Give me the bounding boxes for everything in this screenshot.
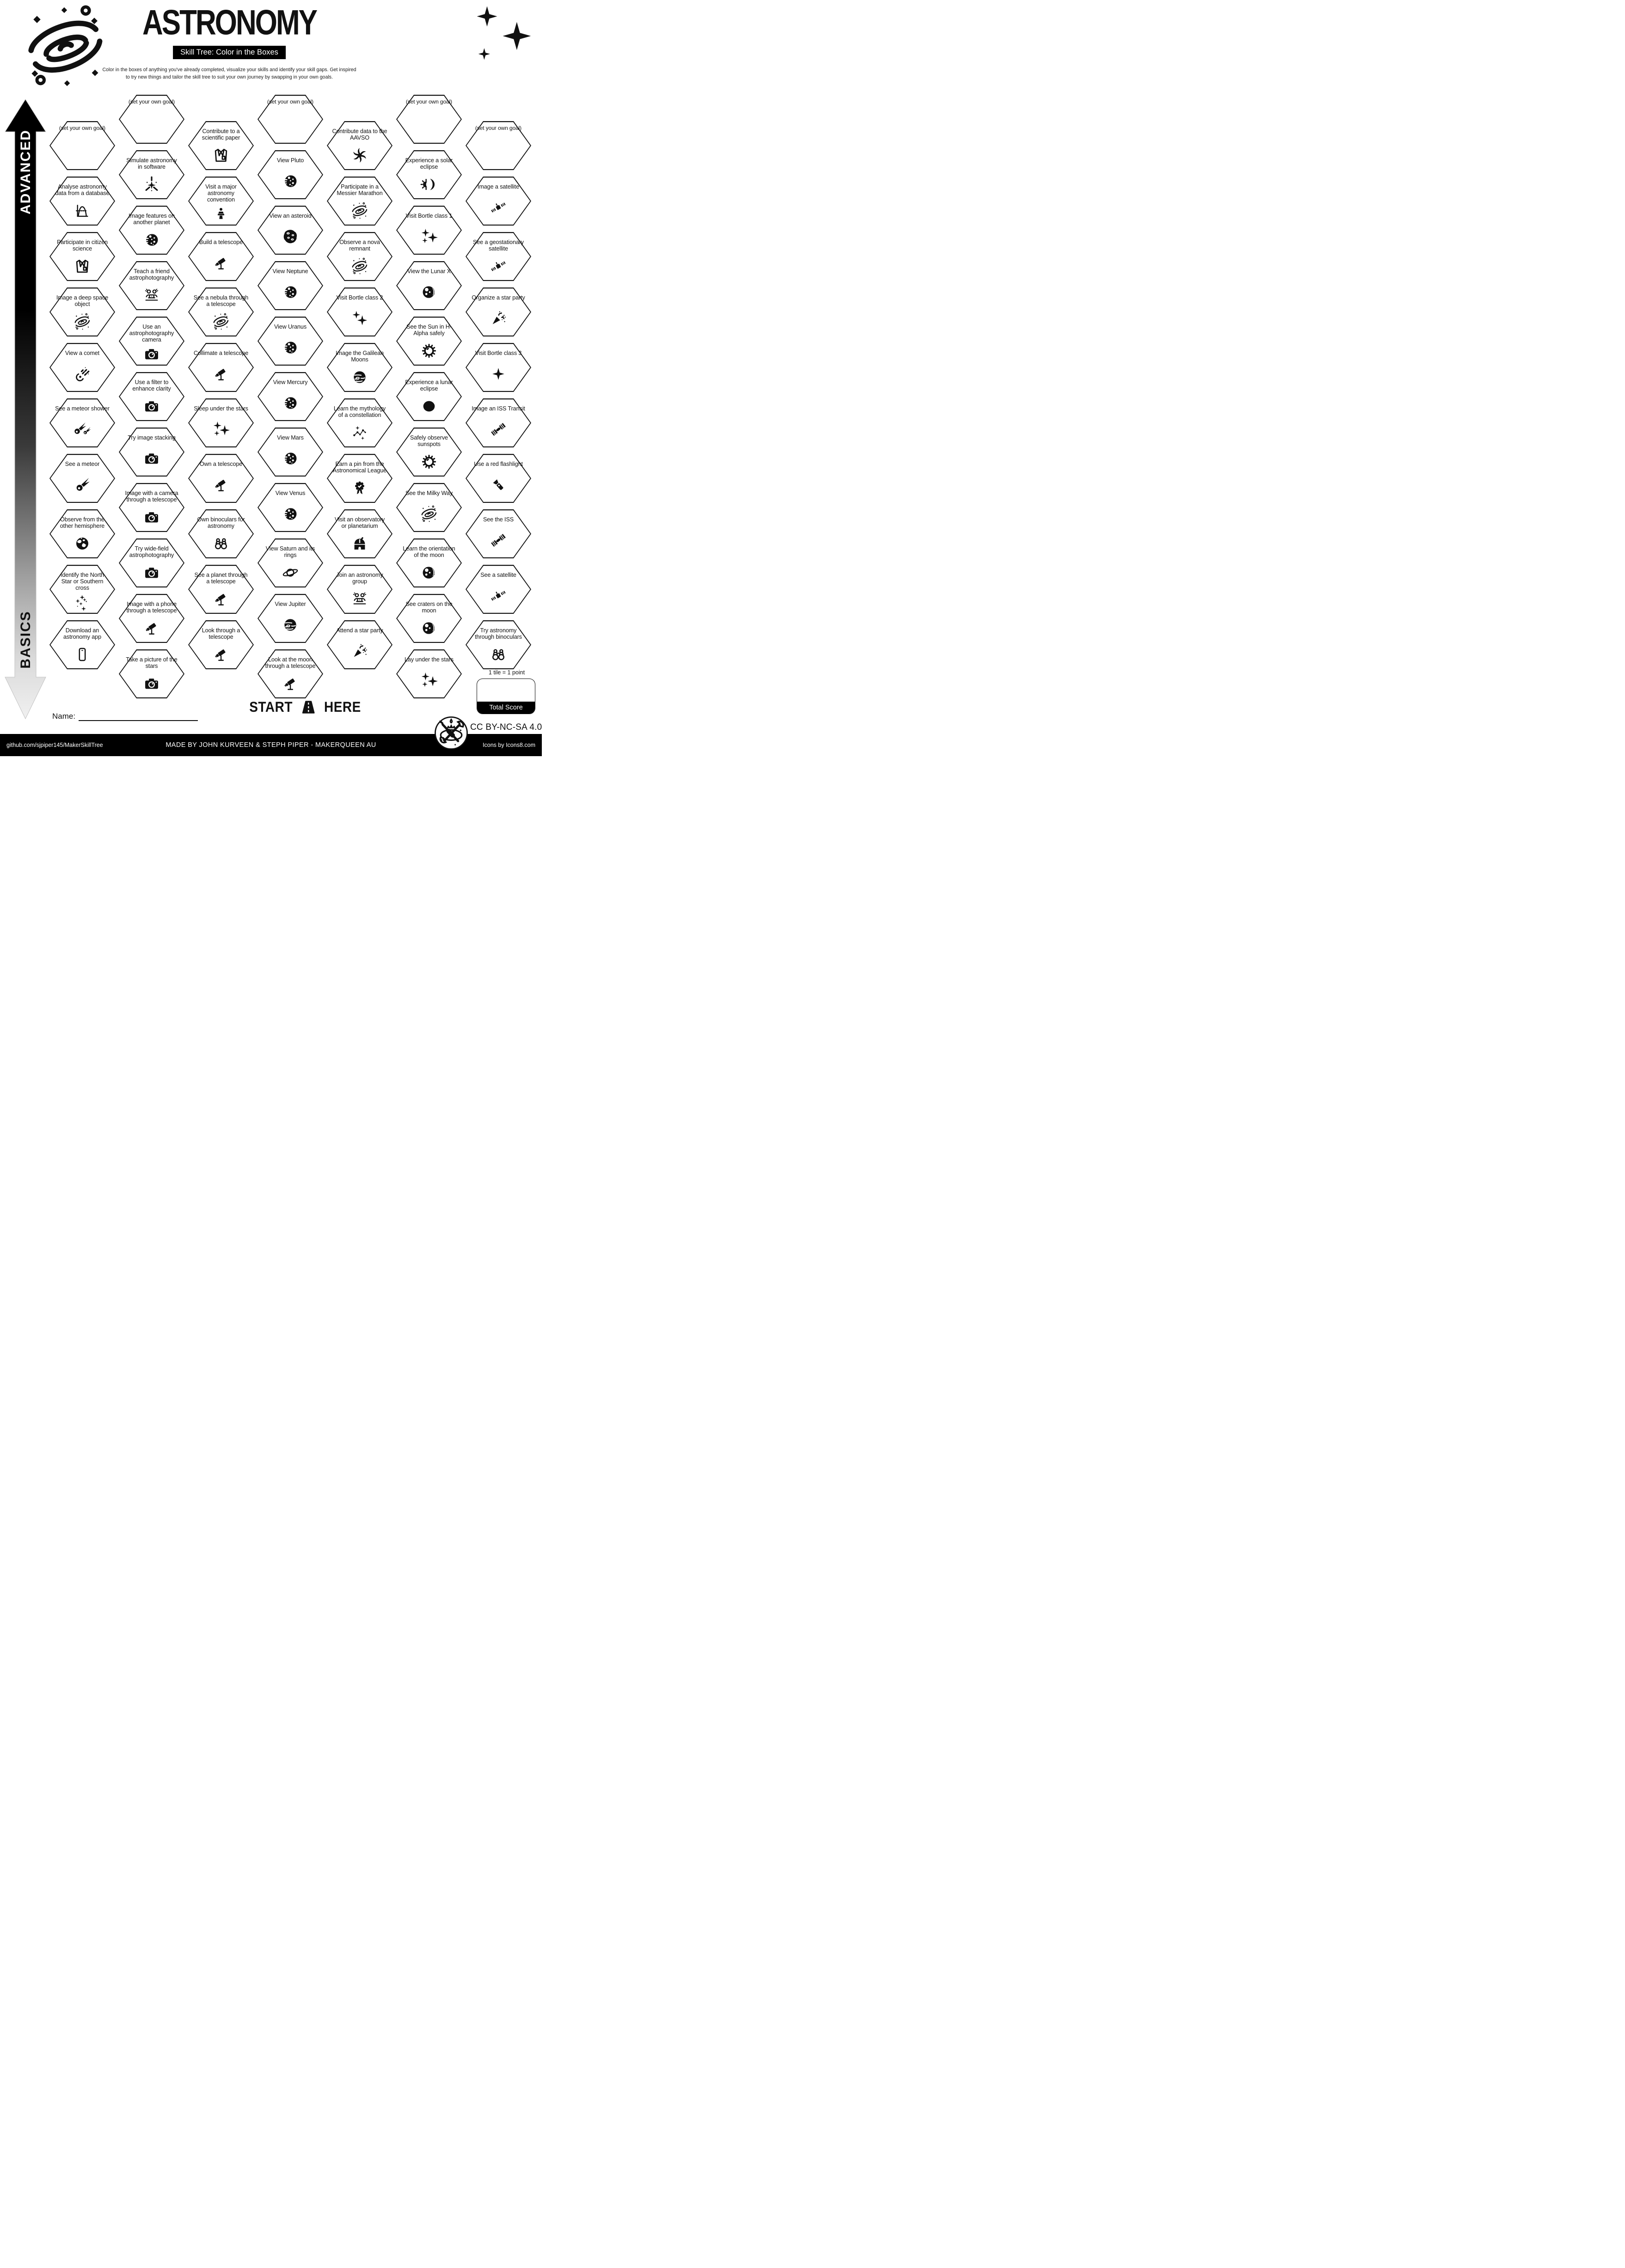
skill-label: Try astronomy through binoculars [475, 627, 522, 641]
skill-label: Image a satellite [477, 183, 519, 190]
description-line-2: to try new things and tailor the skill tree to suit your own journey by swapping in your own goals. [125, 74, 333, 80]
telescope-icon [210, 476, 232, 494]
skill-label: Collimate a telescope [193, 350, 249, 356]
skill-label: View Mercury [273, 379, 308, 385]
skill-tile[interactable] [188, 121, 254, 170]
skill-label: See craters on the moon [405, 601, 453, 614]
stars3-icon [418, 228, 440, 245]
skill-tile[interactable] [119, 261, 184, 310]
skill-tile[interactable] [119, 538, 184, 587]
skill-tile[interactable] [327, 232, 392, 281]
skill-label: View Saturn and its rings [265, 545, 315, 559]
skill-label: Use an astrophotography camera [129, 324, 174, 343]
skill-tile[interactable] [188, 398, 254, 447]
skill-label: Join an astronomy group [336, 572, 383, 585]
skill-label: Own a telescope [199, 461, 243, 467]
skill-label: (set your own goal) [405, 98, 453, 105]
skill-label: See the Milky Way [405, 490, 453, 496]
camera-icon [141, 564, 162, 581]
skill-label: (set your own goal) [59, 125, 106, 131]
skill-label: View a comet [65, 350, 100, 356]
party-icon [349, 642, 370, 660]
moon-icon [418, 564, 440, 581]
start-word: START [249, 699, 293, 715]
skill-tile[interactable] [396, 95, 462, 144]
skill-label: (set your own goal) [475, 125, 522, 131]
labcoat-icon [210, 147, 232, 164]
people-icon [349, 590, 370, 608]
comet-icon [72, 365, 93, 383]
skill-label: View Jupiter [275, 601, 306, 607]
skill-label: Use a filter to enhance clarity [132, 379, 171, 392]
telescope-icon [210, 646, 232, 663]
asteroid-icon [280, 228, 301, 245]
skill-tile[interactable] [188, 287, 254, 336]
total-score-box[interactable] [477, 679, 535, 714]
skill-tile[interactable] [396, 649, 462, 698]
skill-tile[interactable] [258, 594, 323, 643]
satellite-icon [488, 199, 509, 216]
telescope-icon [210, 365, 232, 383]
page-title: ASTRONOMY [142, 3, 316, 43]
skill-label: Own binoculars for astronomy [197, 516, 245, 530]
galaxy-icon [210, 313, 232, 330]
skill-label: Image with a camera through a telescope [125, 490, 178, 503]
skill-tile[interactable] [396, 594, 462, 643]
skill-label: Image the Galilean Moons [336, 350, 384, 363]
skill-label: Analyse astronomy data from a database [55, 183, 110, 197]
description-line-1: Color in the boxes of anything you've already completed, visualize your skills and identify your skill gaps. Get inspired [102, 67, 356, 73]
skill-label: See a planet through a telescope [194, 572, 248, 585]
skill-label: View Venus [275, 490, 306, 496]
skill-label: Organize a star party [472, 294, 525, 301]
skill-label: Participate in a Messier Marathon [337, 183, 383, 197]
solar-eclipse-icon [418, 176, 440, 193]
skill-label: View Pluto [276, 157, 304, 164]
binoculars-icon [210, 535, 232, 552]
skill-tile[interactable] [49, 177, 115, 226]
skill-tile[interactable] [396, 538, 462, 587]
skill-label: Visit Bortle class 1 [405, 213, 453, 219]
skill-label: Try wide-field astrophotography [129, 545, 174, 559]
skill-tile[interactable] [396, 428, 462, 477]
skill-label: Image a deep space object [56, 294, 109, 308]
skill-label: View the Lunar X [407, 268, 451, 275]
skill-tile[interactable] [396, 206, 462, 255]
skill-label: Download an astronomy app [63, 627, 101, 641]
skill-label: Experience a lunar eclipse [405, 379, 453, 392]
satellite-icon [488, 257, 509, 275]
people-icon [141, 287, 162, 304]
labcoat-icon [72, 257, 93, 275]
skill-tile[interactable] [466, 620, 531, 669]
skill-label: Observe from the other hemisphere [60, 516, 105, 530]
skill-tile[interactable] [258, 428, 323, 477]
skill-label: See a satellite [480, 572, 516, 578]
camera-icon [141, 508, 162, 526]
skill-tile[interactable] [466, 287, 531, 336]
skill-label: Take a picture of the stars [126, 656, 178, 670]
skill-tile[interactable] [466, 232, 531, 281]
skill-label: View Uranus [274, 324, 307, 330]
skill-label: Experience a solar eclipse [405, 157, 453, 171]
name-label: Name: [52, 712, 76, 721]
skill-label: Observe a nova remnant [339, 239, 380, 252]
galaxy-icon [72, 313, 93, 330]
skill-tile[interactable] [49, 232, 115, 281]
footer-credit: MADE BY JOHN KURVEEN & STEPH PIPER - MAKERQUEEN AU [166, 741, 376, 749]
skill-tile[interactable] [49, 398, 115, 447]
skill-tile[interactable] [119, 317, 184, 366]
skill-label: Look through a telescope [202, 627, 240, 641]
skill-tile[interactable] [258, 261, 323, 310]
skill-tile[interactable] [188, 620, 254, 669]
name-field [52, 712, 198, 721]
skill-tile[interactable] [49, 509, 115, 558]
skill-label: View an asteroid [269, 213, 312, 219]
skill-label: Image with a phone through a telescope [126, 601, 177, 614]
galaxy-icon [349, 202, 370, 220]
party-icon [488, 310, 509, 327]
skill-label: See a meteor shower [55, 405, 110, 412]
skill-label: View Neptune [272, 268, 308, 275]
skill-label: See the Sun in H-Alpha safely [406, 324, 452, 337]
skill-label: View Mars [277, 434, 304, 441]
skill-tile[interactable] [396, 261, 462, 310]
skill-label: Image features on another planet [129, 213, 175, 226]
skill-label: Sleep under the stars [194, 405, 248, 412]
saturn-icon [280, 564, 301, 581]
skill-tile[interactable] [119, 95, 184, 144]
meteor-shower-icon [72, 421, 93, 438]
skill-label: Learn the orientation of the moon [403, 545, 455, 559]
skill-tile[interactable] [49, 454, 115, 503]
skill-tile[interactable] [327, 398, 392, 447]
skill-tree-poster [0, 0, 542, 756]
skill-tile[interactable] [258, 538, 323, 587]
camera-icon [141, 450, 162, 467]
skill-label: Visit Bortle class 3 [475, 350, 522, 356]
skill-tile[interactable] [49, 620, 115, 669]
skill-tile[interactable] [188, 232, 254, 281]
galaxy-icon [418, 505, 440, 523]
skill-tile[interactable] [396, 150, 462, 199]
skill-tile[interactable] [119, 483, 184, 532]
observatory-icon [349, 535, 370, 552]
iss-icon [488, 532, 509, 549]
badge-icon [349, 479, 370, 497]
telescope-icon [280, 675, 301, 692]
skill-label: Simulate astronomy in software [126, 157, 177, 171]
skill-tile[interactable] [396, 483, 462, 532]
skill-tile[interactable] [258, 372, 323, 421]
skill-tile[interactable] [466, 343, 531, 392]
skill-label: Identify the North Star or Southern cross [60, 572, 104, 592]
camera-icon [141, 675, 162, 692]
star1-icon [488, 365, 509, 383]
iss-icon [488, 421, 509, 438]
skill-label: See the ISS [483, 516, 514, 523]
skill-label: Contribute data to the AAVSO [332, 128, 387, 141]
moon-icon [418, 619, 440, 637]
skill-tile[interactable] [258, 649, 323, 698]
skill-tile[interactable] [327, 565, 392, 614]
skill-label: Teach a friend astrophotography [129, 268, 174, 281]
skill-label: Build a telescope [199, 239, 243, 245]
skill-tile[interactable] [466, 177, 531, 226]
skill-tile[interactable] [396, 317, 462, 366]
skill-tile[interactable] [119, 428, 184, 477]
skill-tile[interactable] [258, 206, 323, 255]
skill-label: Visit a major astronomy convention [205, 183, 237, 203]
axis-label-advanced: ADVANCED [18, 129, 33, 214]
skill-tile[interactable] [327, 177, 392, 226]
stars2-icon [349, 310, 370, 327]
skill-label: Try image stacking [128, 434, 176, 441]
skill-tile[interactable] [49, 121, 115, 170]
skill-label: Contribute to a scientific paper [202, 128, 240, 141]
total-score-label: Total Score [477, 702, 535, 714]
skill-tile[interactable] [466, 454, 531, 503]
footer-repo-link[interactable]: github.com/sjpiper145/MakerSkillTree [6, 742, 103, 748]
podium-icon [210, 205, 232, 223]
skill-tile[interactable] [188, 343, 254, 392]
name-input-line[interactable] [79, 713, 198, 721]
sparkles-icon [471, 4, 540, 68]
skill-label: Visit an observatory or planetarium [334, 516, 385, 530]
skill-label: Look at the moon through a telescope [265, 656, 316, 670]
galaxy-icon [349, 257, 370, 275]
license-text: CC BY-NC-SA 4.0 [470, 722, 542, 732]
skill-tile[interactable] [119, 594, 184, 643]
skill-tile[interactable] [49, 565, 115, 614]
planet-icon [280, 172, 301, 190]
skill-tile[interactable] [119, 372, 184, 421]
skill-tile[interactable] [188, 454, 254, 503]
satellite-icon [488, 587, 509, 605]
stars3-icon [418, 672, 440, 689]
skill-label: (set your own goal) [128, 98, 175, 105]
skill-tile[interactable] [327, 121, 392, 170]
telescope-icon [210, 254, 232, 272]
skill-label: (set your own goal) [267, 98, 314, 105]
skill-tile[interactable] [119, 150, 184, 199]
meteor-icon [72, 476, 93, 494]
skill-label: Attend a star party [336, 627, 383, 634]
sun-icon [418, 342, 440, 360]
skill-tile[interactable] [327, 509, 392, 558]
skill-label: Use a red flashlight [474, 461, 523, 467]
swirl-icon [349, 147, 370, 164]
phone-icon [72, 646, 93, 663]
skill-tile[interactable] [258, 150, 323, 199]
skill-tile[interactable] [188, 565, 254, 614]
skill-label: Visit Bortle class 2 [336, 294, 383, 301]
disc-icon [418, 397, 440, 415]
skill-tile[interactable] [466, 398, 531, 447]
page-subtitle: Skill Tree: Color in the Boxes [173, 46, 286, 59]
skill-tile[interactable] [327, 287, 392, 336]
planet-icon [141, 231, 162, 249]
skill-tile[interactable] [466, 509, 531, 558]
planet-icon [280, 283, 301, 301]
skill-label: See a geostationary satellite [472, 239, 524, 252]
skill-tile[interactable] [327, 454, 392, 503]
jupiter-icon [280, 616, 301, 634]
skill-label: See a meteor [65, 461, 100, 467]
skill-tile[interactable] [119, 649, 184, 698]
binoculars-icon [488, 646, 509, 663]
camera-icon [141, 345, 162, 363]
tile-point-note: 1 tile = 1 point [488, 669, 525, 676]
skill-tile[interactable] [396, 372, 462, 421]
planet-icon [280, 450, 301, 467]
flashlight-icon [488, 476, 509, 494]
maker-tools-badge-icon [434, 716, 468, 750]
graph-icon [72, 202, 93, 220]
camera-icon [141, 397, 162, 415]
telescope-icon [210, 590, 232, 608]
moon-icon [418, 283, 440, 301]
planet-icon [280, 394, 301, 412]
skill-label: Image an ISS Transit [472, 405, 525, 412]
southern-cross-icon [72, 593, 93, 611]
skill-label: Lay under the stars [405, 656, 454, 663]
skill-tile[interactable] [188, 509, 254, 558]
footer-icons-credit[interactable]: Icons by Icons8.com [483, 742, 535, 748]
skill-tile[interactable] [466, 565, 531, 614]
planet-icon [280, 339, 301, 356]
jupiter-icon [349, 368, 370, 386]
sun-icon [418, 453, 440, 471]
skill-tile[interactable] [49, 287, 115, 336]
skill-tile[interactable] [258, 483, 323, 532]
skill-tile[interactable] [258, 95, 323, 144]
planet-icon [280, 505, 301, 523]
skill-label: Earn a pin from the Astronomical League [332, 461, 387, 474]
skill-label: Participate in citizen science [57, 239, 108, 252]
skill-tile[interactable] [327, 343, 392, 392]
skill-label: See a nebula through a telescope [193, 294, 249, 308]
globe-icon [72, 535, 93, 552]
telescope-icon [141, 619, 162, 637]
start-here-marker [249, 698, 361, 716]
axis-label-basics: BASICS [18, 611, 33, 669]
page-description [100, 66, 359, 81]
skill-tile[interactable] [258, 317, 323, 366]
starburst-icon [141, 176, 162, 193]
here-word: HERE [324, 699, 361, 715]
skill-tile[interactable] [119, 206, 184, 255]
skill-label: Safely observe sunspots [410, 434, 448, 448]
skill-tile[interactable] [188, 177, 254, 226]
skill-tile[interactable] [466, 121, 531, 170]
skill-tile[interactable] [327, 620, 392, 669]
skill-tile[interactable] [49, 343, 115, 392]
stars3-icon [210, 421, 232, 438]
skill-label: Learn the mythology of a constellation [333, 405, 386, 419]
road-icon [297, 698, 320, 716]
constellation-icon [349, 424, 370, 441]
